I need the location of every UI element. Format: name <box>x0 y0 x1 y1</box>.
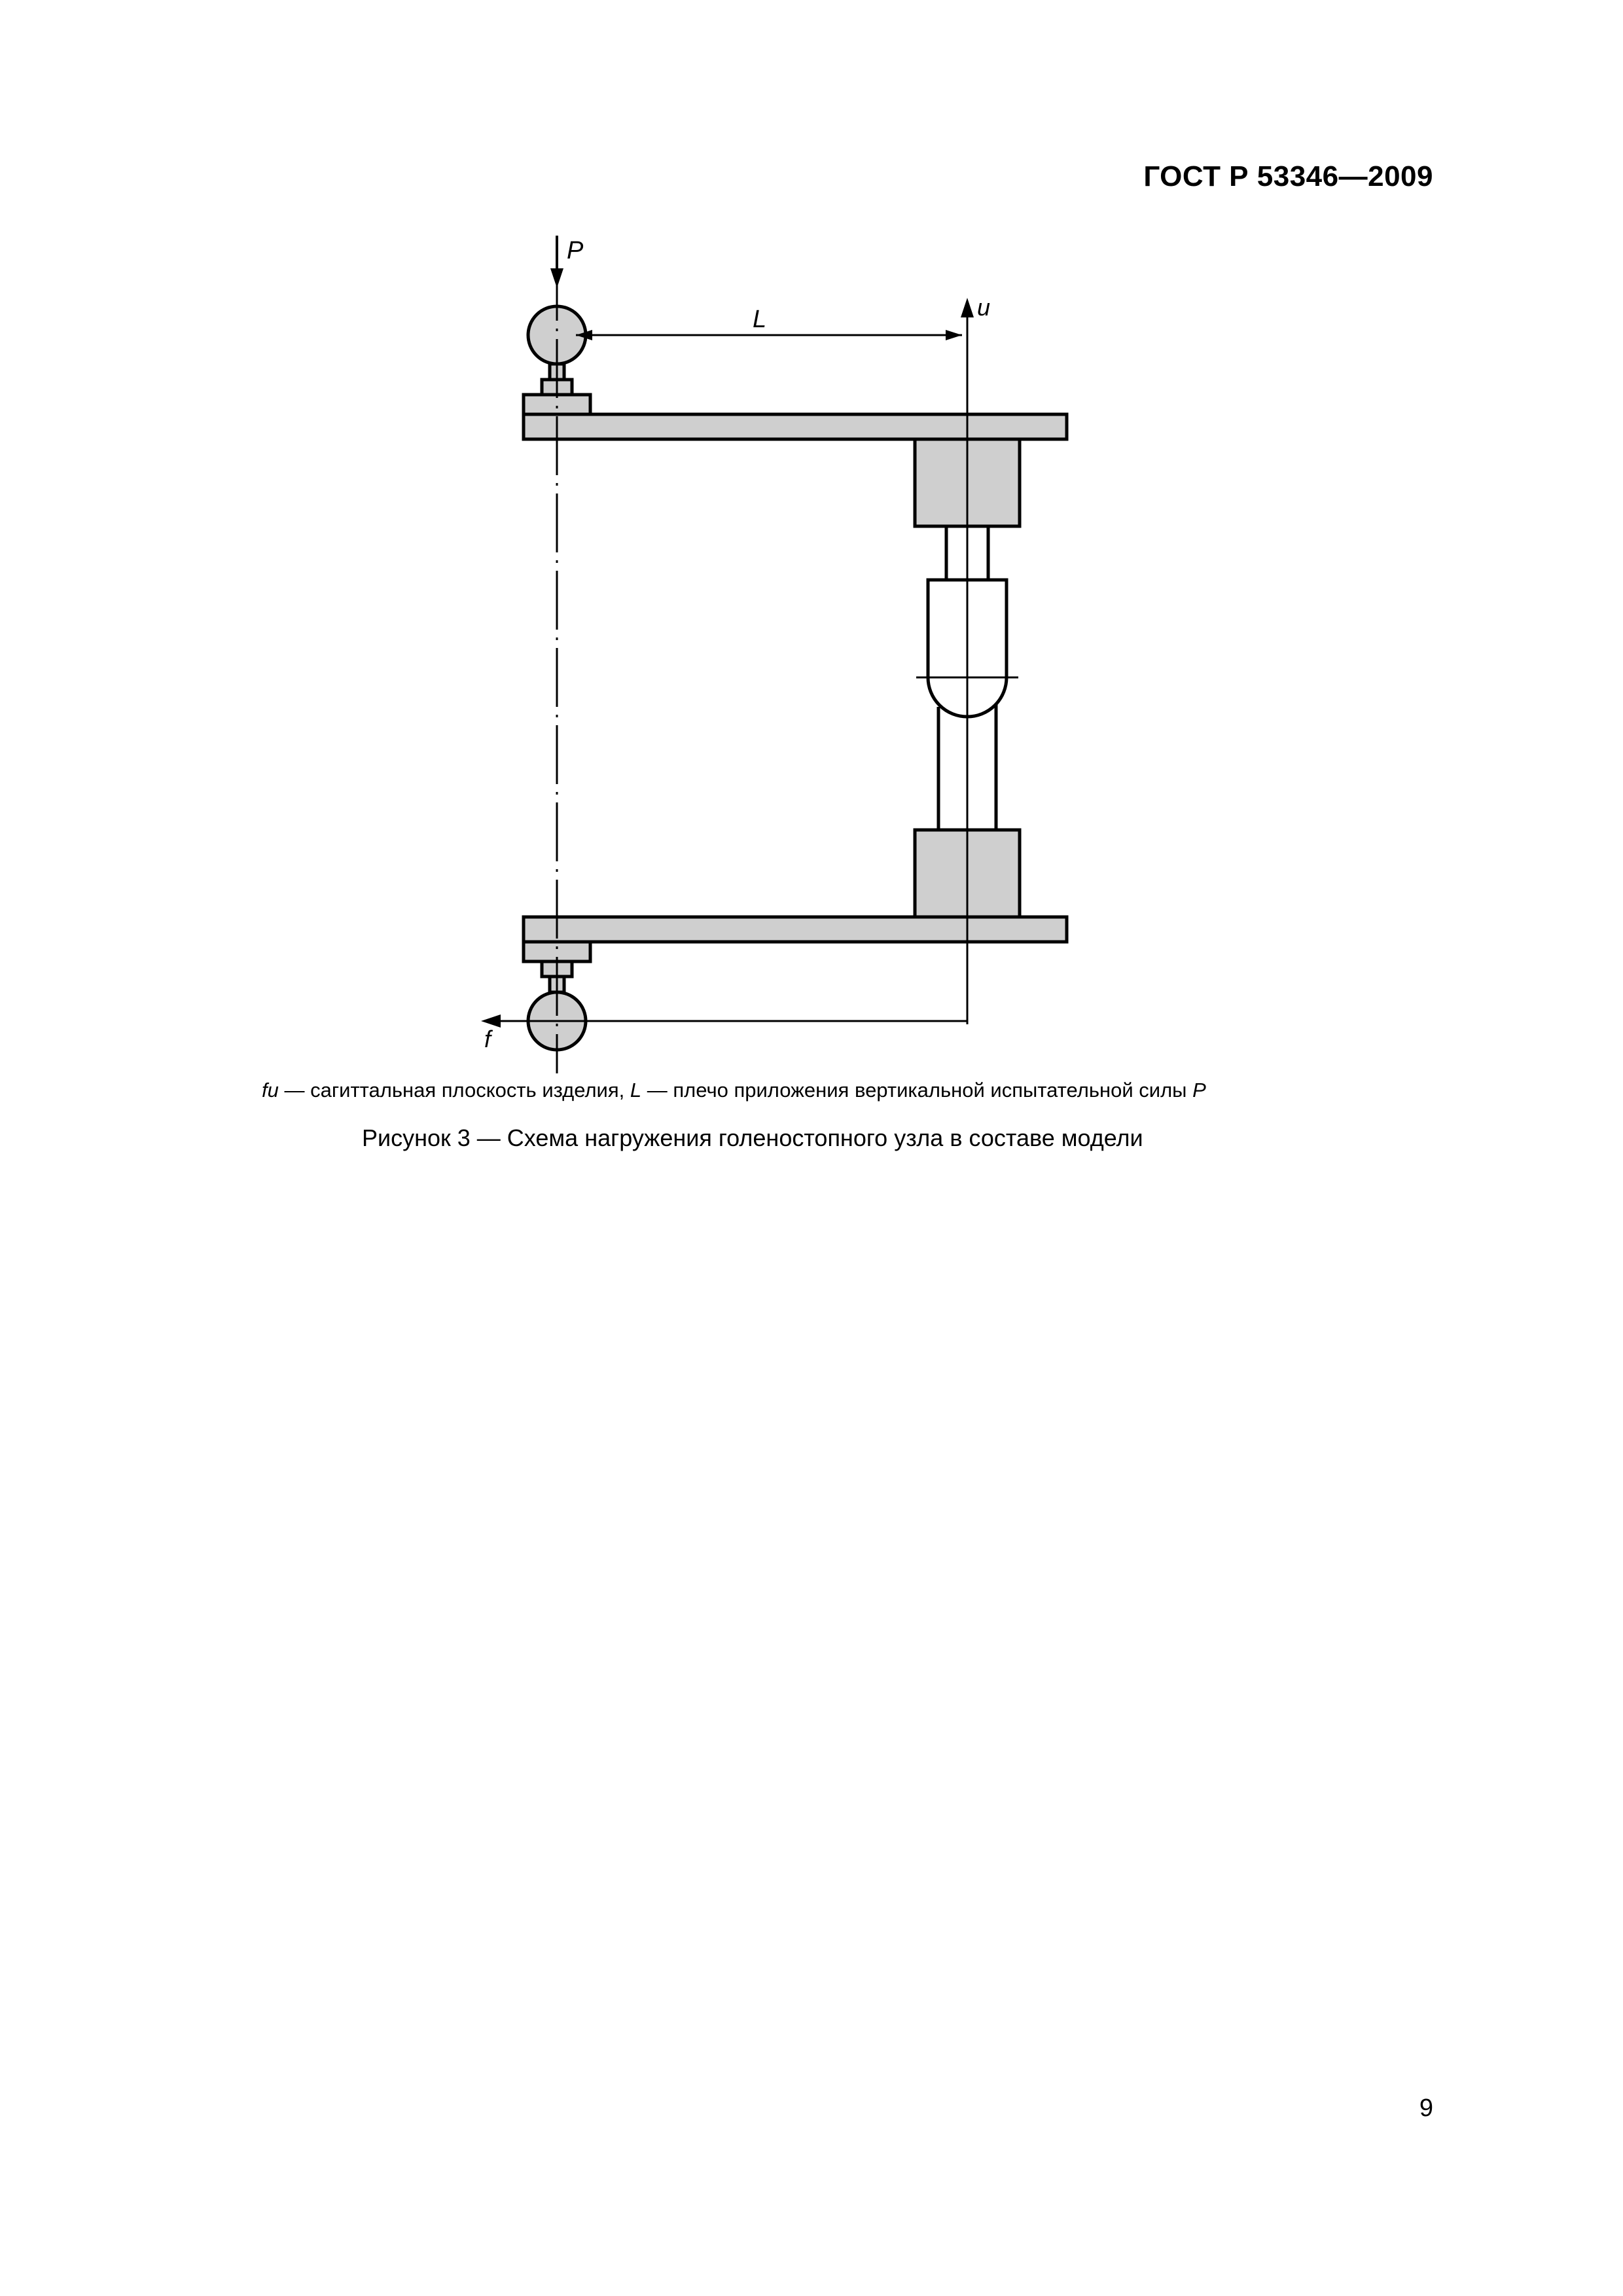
bottom-platform <box>524 917 1067 942</box>
top-platform <box>524 414 1067 439</box>
legend-fu: fu <box>262 1079 279 1102</box>
page-number: 9 <box>1419 2094 1433 2122</box>
label-u: u <box>977 294 991 321</box>
legend-P: P <box>1192 1079 1206 1102</box>
document-header: ГОСТ Р 53346—2009 <box>1143 160 1433 192</box>
legend-L: L <box>630 1079 642 1102</box>
label-f: f <box>484 1026 491 1052</box>
legend-fu-text: — сагиттальная плоскость изделия, <box>278 1079 630 1102</box>
u-axis-arrowhead <box>961 298 974 317</box>
figure-legend <box>262 1079 1374 1102</box>
label-P: P <box>567 237 584 264</box>
figure-caption: Рисунок 3 — Схема нагружения голеностопного узла в составе модели <box>362 1124 1143 1151</box>
label-L: L <box>753 306 767 333</box>
legend-L-text: — плечо приложения вертикальной испытательной силы <box>641 1079 1193 1102</box>
